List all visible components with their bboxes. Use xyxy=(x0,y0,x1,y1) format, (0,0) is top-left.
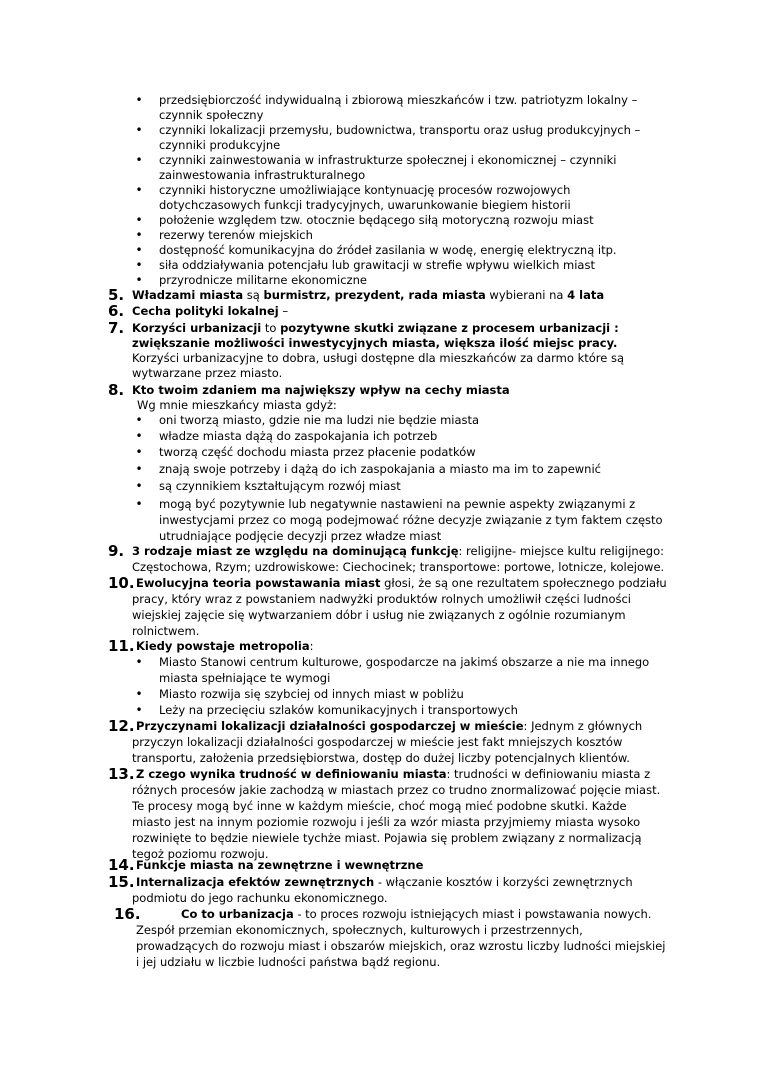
bullet-icon: • xyxy=(135,497,143,511)
text-line: przyrodnicze militarne ekonomiczne xyxy=(159,273,367,287)
question-line: Cecha polityki lokalnej – xyxy=(132,304,289,318)
question-line: Ewolucyjna teoria powstawania miast głosi, że są one rezultatem społecznego podziału xyxy=(136,576,667,590)
item-number: 12. xyxy=(108,717,135,735)
text-line: Zespół przemian ekonomicznych, społecznych, kulturowych i przestrzennych, xyxy=(136,923,583,937)
text-line: czynniki zainwestowania w infrastrukturze społecznej i ekonomicznej – czynniki xyxy=(159,153,617,167)
item-number: 7. xyxy=(108,319,125,337)
item-number: 5. xyxy=(108,286,125,304)
text-line: Wg mnie mieszkańcy miasta gdyż: xyxy=(137,398,337,412)
text-line: rozwinięte to będzie niewiele tychże miast. Pojawia się problem związany z normalizacją xyxy=(132,831,642,845)
text-line: czynniki produkcyjne xyxy=(159,138,281,152)
question-line: Korzyści urbanizacji to pozytywne skutki związane z procesem urbanizacji : xyxy=(132,321,619,335)
item-number: 10. xyxy=(108,574,135,592)
bullet-icon: • xyxy=(135,479,143,493)
text-line: czynniki lokalizacji przemysłu, budownictwa, transportu oraz usług produkcyjnych – xyxy=(159,123,641,137)
item-number: 15. xyxy=(108,873,135,891)
question-line: Władzami miasta są burmistrz, prezydent, rada miasta wybierani na 4 lata xyxy=(132,288,605,302)
text-line: Te procesy mogą być inne w każdym mieście, choć mogą mieć podobne skutki. Każde xyxy=(132,799,627,813)
bullet-icon: • xyxy=(135,258,143,272)
text-line: utrudniające podjęcie decyzji przez władze miast xyxy=(159,529,442,543)
text-line: Miasto Stanowi centrum kulturowe, gospodarcze na jakimś obszarze a nie ma innego xyxy=(159,655,650,669)
text-line: wytwarzane przez miasto. xyxy=(132,366,283,380)
text-line: dotychczasowych funkcji tradycyjnych, uwarunkowanie biegiem historii xyxy=(159,198,571,212)
text-line: miasto jest na innym poziomie rozwoju i jeśli za wzór miasta przyjmiemy miasta wysoko xyxy=(132,815,641,829)
text-line: Leży na przecięciu szlaków komunikacyjnych i transportowych xyxy=(159,703,518,717)
text-line: przyczyn lokalizacji działalności gospodarczej w mieście jest fakt mniejszych kosztów xyxy=(132,735,623,749)
text-line: czynnik społeczny xyxy=(159,108,264,122)
bullet-icon: • xyxy=(135,273,143,287)
bullet-icon: • xyxy=(135,703,143,717)
item-number: 11. xyxy=(108,637,135,655)
text-line: znają swoje potrzeby i dążą do ich zaspokajania a miasto ma im to zapewnić xyxy=(159,462,601,476)
bullet-icon: • xyxy=(135,655,143,669)
text-line: władze miasta dążą do zaspokajania ich potrzeb xyxy=(159,429,438,443)
text-line: zainwestowania infrastrukturalnego xyxy=(159,168,366,182)
item-number: 6. xyxy=(108,302,125,320)
text-line: mogą być pozytywnie lub negatywnie nastawieni na pewnie aspekty związanymi z xyxy=(159,497,636,511)
bullet-icon: • xyxy=(135,228,143,242)
item-number: 14. xyxy=(108,856,135,874)
item-number: 8. xyxy=(108,381,125,399)
text-line: transportu, założenia przedsiębiorstwa, dostęp do dużej liczby potencjalnych klientów. xyxy=(132,751,630,765)
item-number: 9. xyxy=(108,542,125,560)
text-line: położenie względem tzw. otocznie będącego siłą motoryczną rozwoju miast xyxy=(159,213,594,227)
bullet-icon: • xyxy=(135,687,143,701)
text-line: prowadzących do rozwoju miast i obszarów miejskich, oraz wzrostu liczby ludności miejskiej xyxy=(136,939,666,953)
text-line: Korzyści urbanizacyjne to dobra, usługi dostępne dla mieszkańców za darmo które są xyxy=(132,351,625,365)
question-line: Co to urbanizacja - to proces rozwoju istniejących miast i powstawania nowych. xyxy=(181,907,652,921)
text-line: tworzą część dochodu miasta przez płacenie podatków xyxy=(159,445,476,459)
bullet-icon: • xyxy=(135,243,143,257)
bullet-icon: • xyxy=(135,445,143,459)
text-line: przedsiębiorczość indywidualną i zbiorową mieszkańców i tzw. patriotyzm lokalny – xyxy=(159,93,638,107)
text-line: tegoż poziomu rozwoju. xyxy=(132,847,269,861)
question-line: Z czego wynika trudność w definiowaniu miasta: trudności w definiowaniu miasta z xyxy=(136,767,651,781)
question-line: 3 rodzaje miast ze względu na dominującą funkcję: religijne- miejsce kultu religijnego: xyxy=(132,544,664,558)
question-line: Internalizacja efektów zewnętrznych - włączanie kosztów i korzyści zewnętrznych xyxy=(136,875,633,889)
text-line: i jej udziału w liczbie ludności państwa bądź regionu. xyxy=(136,955,441,969)
bullet-icon: • xyxy=(135,153,143,167)
text-line: podmiotu do jego rachunku ekonomicznego. xyxy=(132,891,388,905)
text-line: różnych procesów jakie zachodzą w miastach przez co trudno znormalizować pojęcie miast. xyxy=(132,783,661,797)
text-line: Częstochowa, Rzym; uzdrowiskowe: Ciechocinek; transportowe: portowe, lotnicze, kolejowe. xyxy=(132,560,665,574)
text-line: siła oddziaływania potencjału lub grawitacji w strefie wpływu wielkich miast xyxy=(159,258,595,272)
text-line: oni tworzą miasto, gdzie nie ma ludzi nie będzie miasta xyxy=(159,413,480,427)
bullet-icon: • xyxy=(135,429,143,443)
item-number: 16. xyxy=(114,905,141,923)
bullet-icon: • xyxy=(135,93,143,107)
bullet-icon: • xyxy=(135,413,143,427)
text-line: dostępność komunikacyjna do źródeł zasilania w wodę, energię elektryczną itp. xyxy=(159,243,617,257)
text-line: inwestycjami przez co mogą podejmować różne decyzje związanie z tym faktem często xyxy=(159,513,663,527)
text-line: Miasto rozwija się szybciej od innych miast w pobliżu xyxy=(159,687,464,701)
question-line: Kto twoim zdaniem ma największy wpływ na cechy miasta xyxy=(132,383,510,397)
question-line: Funkcje miasta na zewnętrzne i wewnętrzne xyxy=(136,858,424,872)
bullet-icon: • xyxy=(135,123,143,137)
text-line: miasta spełniające te wymogi xyxy=(159,671,331,685)
text-line: czynniki historyczne umożliwiające kontynuację procesów rozwojowych xyxy=(159,183,571,197)
bullet-icon: • xyxy=(135,462,143,476)
text-line: pracy, który wraz z powstaniem nadwyżki produktów rolnych umożliwił części ludności xyxy=(132,592,631,606)
bullet-icon: • xyxy=(135,183,143,197)
item-number: 13. xyxy=(108,765,135,783)
text-line: wiejskiej zajęcie się wytwarzaniem dóbr i usług nie związanych z ogólnie rozumianym xyxy=(132,608,626,622)
text-line: rolnictwem. xyxy=(132,624,200,638)
question-line: Kiedy powstaje metropolia: xyxy=(136,639,314,653)
text-line: rezerwy terenów miejskich xyxy=(159,228,313,242)
bullet-icon: • xyxy=(135,213,143,227)
text-line: są czynnikiem kształtującym rozwój miast xyxy=(159,479,401,493)
question-line: Przyczynami lokalizacji działalności gospodarczej w mieście: Jednym z głównych xyxy=(136,719,643,733)
text-line: zwiększanie możliwości inwestycyjnych miasta, większa ilość miejsc pracy. xyxy=(132,336,618,350)
